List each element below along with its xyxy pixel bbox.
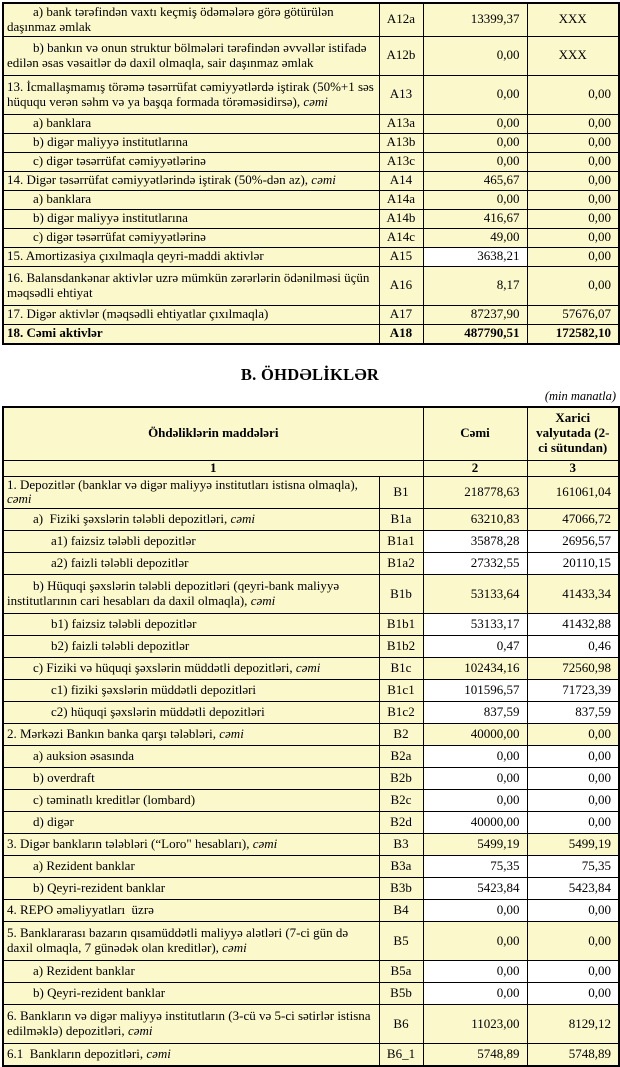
item-code-cell: B2: [379, 724, 423, 746]
total-value-cell: 8,17: [423, 266, 527, 305]
item-code-cell: B6: [379, 1005, 423, 1044]
total-value-cell: 0,47: [423, 636, 527, 658]
item-label-text: a1) faizsiz tələbli depozitlər: [51, 533, 196, 548]
row-B2a: [3, 746, 619, 768]
foreign-currency-value-cell: 0,00: [527, 228, 619, 247]
col-header-foreign: Xarici valyutada (2-ci sütundan): [527, 407, 619, 461]
foreign-currency-value-cell: 0,00: [527, 75, 619, 114]
item-code-cell: B1a1: [379, 531, 423, 553]
item-code-cell: A13c: [379, 152, 423, 171]
item-label-text: 6.1 Bankların depozitləri,: [7, 1046, 146, 1061]
total-value-cell: 5423,84: [423, 878, 527, 900]
total-value-cell: 53133,17: [423, 614, 527, 636]
item-label-text: a) banklara: [33, 191, 91, 206]
foreign-currency-value-cell: 5499,19: [527, 834, 619, 856]
row-B1c: [3, 658, 619, 680]
row-A17: [3, 305, 619, 324]
liabilities-header-row: [3, 407, 619, 461]
total-value-cell: 35878,28: [423, 531, 527, 553]
item-label-text: c) digər təsərrüfat cəmiyyətlərinə: [33, 153, 206, 168]
item-label: [3, 75, 379, 114]
column-number-row: [3, 460, 619, 476]
item-label: [3, 36, 379, 75]
item-label: [3, 658, 379, 680]
foreign-currency-value-cell: 0,00: [527, 768, 619, 790]
foreign-currency-value-cell: 71723,39: [527, 680, 619, 702]
item-label: [3, 266, 379, 305]
total-value-cell: 0,00: [423, 114, 527, 133]
row-A12b: [3, 36, 619, 75]
row-B2: [3, 724, 619, 746]
item-label: [3, 3, 379, 36]
row-B1a: [3, 509, 619, 531]
item-label-text: b) Hüquqi şəxslərin tələbli depozitləri (qeyri-bank maliyyə institutlarının cari hesabları da daxil olmaqla),: [7, 578, 339, 608]
item-label-text: d) digər: [33, 814, 74, 829]
item-code-cell: B1: [379, 476, 423, 509]
row-B5: [3, 922, 619, 961]
item-code-cell: B1a: [379, 509, 423, 531]
row-B1b1: [3, 614, 619, 636]
foreign-currency-value-cell: 0,00: [527, 171, 619, 190]
item-label: [3, 922, 379, 961]
item-label: [3, 324, 379, 344]
row-B1a1: [3, 531, 619, 553]
item-label-text: 2. Mərkəzi Bankın banka qarşı tələbləri,: [7, 726, 219, 741]
item-label-italic-suffix: cəmi: [230, 511, 255, 526]
foreign-currency-value-cell: 0,00: [527, 812, 619, 834]
item-label: [3, 152, 379, 171]
row-B4: [3, 900, 619, 922]
total-value-cell: 0,00: [423, 768, 527, 790]
row-B1b: [3, 575, 619, 614]
total-value-cell: 465,67: [423, 171, 527, 190]
item-label-text: a) Rezident banklar: [33, 858, 135, 873]
foreign-currency-value-cell: 47066,72: [527, 509, 619, 531]
item-code-cell: B1c1: [379, 680, 423, 702]
total-value-cell: 0,00: [423, 75, 527, 114]
row-A14c: [3, 228, 619, 247]
total-value-cell: 49,00: [423, 228, 527, 247]
total-value-cell: 13399,37: [423, 3, 527, 36]
item-label-italic-suffix: cəmi: [7, 491, 32, 506]
total-value-cell: 53133,64: [423, 575, 527, 614]
item-label-text: c1) fiziki şəxslərin müddətli depozitləri: [51, 682, 256, 697]
item-label-italic-suffix: cəmi: [146, 1046, 171, 1061]
foreign-currency-value-cell: 41433,34: [527, 575, 619, 614]
assets-table-continuation: [2, 2, 620, 345]
foreign-currency-value-cell: 161061,04: [527, 476, 619, 509]
total-value-cell: 0,00: [423, 790, 527, 812]
row-A14: [3, 171, 619, 190]
item-code-cell: A17: [379, 305, 423, 324]
row-A13c: [3, 152, 619, 171]
item-label-text: 4. REPO əməliyyatları üzrə: [7, 902, 154, 917]
foreign-currency-value-cell: 0,46: [527, 636, 619, 658]
item-label-italic-suffix: cəmi: [222, 940, 247, 955]
item-label: [3, 856, 379, 878]
item-label: [3, 614, 379, 636]
item-code-cell: B2b: [379, 768, 423, 790]
total-value-cell: 5499,19: [423, 834, 527, 856]
total-value-cell: 0,00: [423, 746, 527, 768]
item-code-cell: A12b: [379, 36, 423, 75]
item-label-text: b) bankın və onun struktur bölmələri tərəfindən əvvəllər istifadə edilən əsas vəsaitlər də daxil olmaqla, sair daşınmaz əmlak: [7, 40, 367, 70]
item-label-text: 6. Bankların və digər maliyyə institutların (3-cü və 5-ci sətirlər istisna edilməklə) depozitləri,: [7, 1008, 371, 1038]
item-label: [3, 247, 379, 266]
total-value-cell: 102434,16: [423, 658, 527, 680]
item-label-text: 5. Banklararası bazarın qısamüddətli maliyyə alətləri (7-ci gün də daxil olmaqla, 7 günədək olan kreditlər),: [7, 925, 348, 955]
total-value-cell: 487790,51: [423, 324, 527, 344]
row-A18: [3, 324, 619, 344]
item-label-text: b) digər maliyyə institutlarına: [33, 210, 188, 225]
column-number-1: 1: [3, 460, 423, 476]
item-label-text: a) Rezident banklar: [33, 963, 135, 978]
item-label-italic-suffix: cəmi: [253, 836, 278, 851]
item-label: [3, 575, 379, 614]
column-number-2: 2: [423, 460, 527, 476]
item-label-italic-suffix: cəmi: [296, 660, 321, 675]
item-label-text: 17. Digər aktivlər (məqsədli ehtiyatlar çıxılmaqla): [7, 306, 268, 321]
item-label-text: 14. Digər təsərrüfat cəmiyyətlərində iştirak (50%-dən az),: [7, 172, 311, 187]
row-A14b: [3, 209, 619, 228]
item-label: [3, 1044, 379, 1067]
row-B5b: [3, 983, 619, 1005]
item-label-text: b2) faizli tələbli depozitlər: [51, 638, 189, 653]
column-number-3: 3: [527, 460, 619, 476]
item-label: [3, 768, 379, 790]
total-value-cell: 40000,00: [423, 812, 527, 834]
item-label-text: c2) hüquqi şəxslərin müddətli depozitləri: [51, 704, 265, 719]
foreign-currency-value-cell: 41432,88: [527, 614, 619, 636]
total-value-cell: 63210,83: [423, 509, 527, 531]
item-code-cell: B4: [379, 900, 423, 922]
item-label-text: a) Fiziki şəxslərin tələbli depozitləri,: [33, 511, 230, 526]
item-code-cell: B1c2: [379, 702, 423, 724]
item-label-text: b) overdraft: [33, 770, 95, 785]
item-label: [3, 1005, 379, 1044]
total-value-cell: 75,35: [423, 856, 527, 878]
item-code-cell: A14c: [379, 228, 423, 247]
foreign-currency-value-cell: 0,00: [527, 190, 619, 209]
item-label-text: 13. İcmallaşmamış törəmə təsərrüfat cəmiyyətlərdə iştirak (50%+1 səs hüququ verən səhm və ya başqa formada törəməsidirsə),: [7, 79, 374, 109]
unit-note: (min manatla): [0, 389, 616, 404]
item-label-italic-suffix: cəmi: [311, 172, 336, 187]
item-label-text: 1. Depozitlər (banklar və digər maliyyə institutları istisna olmaqla),: [7, 477, 358, 492]
foreign-currency-value-cell: 5748,89: [527, 1044, 619, 1067]
foreign-currency-value-cell: 0,00: [527, 209, 619, 228]
item-label-text: c) Fiziki və hüquqi şəxslərin müddətli depozitləri,: [33, 660, 296, 675]
item-label-text: b) Qeyri-rezident banklar: [33, 985, 165, 1000]
total-value-cell: 0,00: [423, 152, 527, 171]
item-label-text: b) digər maliyyə institutlarına: [33, 134, 188, 149]
row-B2c: [3, 790, 619, 812]
total-value-cell: 11023,00: [423, 1005, 527, 1044]
foreign-currency-value-cell: 172582,10: [527, 324, 619, 344]
foreign-currency-value-cell: 72560,98: [527, 658, 619, 680]
row-B1c1: [3, 680, 619, 702]
foreign-currency-value-cell: 0,00: [527, 724, 619, 746]
foreign-currency-value-cell: 0,00: [527, 266, 619, 305]
item-code-cell: A14a: [379, 190, 423, 209]
row-A16: [3, 266, 619, 305]
row-A13: [3, 75, 619, 114]
item-label: [3, 680, 379, 702]
item-code-cell: A14: [379, 171, 423, 190]
item-label-text: b1) faizsiz tələbli depozitlər: [51, 616, 196, 631]
item-label: [3, 702, 379, 724]
col-header-total: Cəmi: [423, 407, 527, 461]
row-B1b2: [3, 636, 619, 658]
item-label-text: 15. Amortizasiya çıxılmaqla qeyri-maddi aktivlər: [7, 248, 264, 263]
item-code-cell: A15: [379, 247, 423, 266]
total-value-cell: 0,00: [423, 133, 527, 152]
item-label-text: 3. Digər bankların tələbləri (“Loro" hesabları),: [7, 836, 253, 851]
row-B1a2: [3, 553, 619, 575]
item-code-cell: B2d: [379, 812, 423, 834]
row-A14a: [3, 190, 619, 209]
foreign-currency-value-cell: 26956,57: [527, 531, 619, 553]
item-label: [3, 636, 379, 658]
item-label: [3, 724, 379, 746]
item-label: [3, 209, 379, 228]
item-label-text: a) auksion əsasında: [33, 748, 134, 763]
foreign-currency-value-cell: 5423,84: [527, 878, 619, 900]
item-label: [3, 190, 379, 209]
foreign-currency-value-cell: 0,00: [527, 983, 619, 1005]
foreign-currency-value-cell: 0,00: [527, 133, 619, 152]
item-code-cell: B1b2: [379, 636, 423, 658]
total-value-cell: 0,00: [423, 983, 527, 1005]
total-value-cell: 27332,55: [423, 553, 527, 575]
foreign-currency-value-cell: 0,00: [527, 790, 619, 812]
section-b-heading: B. ÖHDƏLİKLƏR: [0, 365, 620, 385]
item-code-cell: B5b: [379, 983, 423, 1005]
row-A15: [3, 247, 619, 266]
row-B6_1: [3, 1044, 619, 1067]
item-label-text: b) Qeyri-rezident banklar: [33, 880, 165, 895]
item-code-cell: B3: [379, 834, 423, 856]
total-value-cell: 218778,63: [423, 476, 527, 509]
foreign-currency-value-cell: 837,59: [527, 702, 619, 724]
item-code-cell: B1c: [379, 658, 423, 680]
total-value-cell: 40000,00: [423, 724, 527, 746]
row-B1: [3, 476, 619, 509]
item-code-cell: B2c: [379, 790, 423, 812]
total-value-cell: 0,00: [423, 961, 527, 983]
total-value-cell: 101596,57: [423, 680, 527, 702]
row-B3a: [3, 856, 619, 878]
item-code-cell: B3b: [379, 878, 423, 900]
item-code-cell: A13a: [379, 114, 423, 133]
item-label-text: c) digər təsərrüfat cəmiyyətlərinə: [33, 229, 206, 244]
foreign-currency-value-cell: 8129,12: [527, 1005, 619, 1044]
row-B5a: [3, 961, 619, 983]
liabilities-table: [2, 406, 620, 1067]
total-value-cell: 0,00: [423, 36, 527, 75]
row-B3: [3, 834, 619, 856]
item-code-cell: B2a: [379, 746, 423, 768]
item-label: [3, 961, 379, 983]
item-label: [3, 509, 379, 531]
row-B2b: [3, 768, 619, 790]
item-label: [3, 834, 379, 856]
item-code-cell: B1b: [379, 575, 423, 614]
item-label: [3, 790, 379, 812]
item-label-text: 18. Cəmi aktivlər: [7, 325, 103, 340]
item-label: [3, 171, 379, 190]
item-label-italic-suffix: cəmi: [128, 1023, 153, 1038]
item-code-cell: A16: [379, 266, 423, 305]
item-code-cell: B3a: [379, 856, 423, 878]
row-B2d: [3, 812, 619, 834]
row-B1c2: [3, 702, 619, 724]
item-label: [3, 553, 379, 575]
item-code-cell: B1b1: [379, 614, 423, 636]
foreign-currency-value-cell: XXX: [527, 36, 619, 75]
item-label: [3, 746, 379, 768]
item-code-cell: A12a: [379, 3, 423, 36]
item-code-cell: A13: [379, 75, 423, 114]
row-A12a: [3, 3, 619, 36]
item-label: [3, 812, 379, 834]
col-header-items: Öhdəliklərin maddələri: [3, 407, 423, 461]
total-value-cell: 0,00: [423, 190, 527, 209]
item-label: [3, 900, 379, 922]
foreign-currency-value-cell: 0,00: [527, 114, 619, 133]
foreign-currency-value-cell: XXX: [527, 3, 619, 36]
row-A13a: [3, 114, 619, 133]
item-code-cell: B5: [379, 922, 423, 961]
foreign-currency-value-cell: 0,00: [527, 152, 619, 171]
item-label: [3, 228, 379, 247]
item-code-cell: B6_1: [379, 1044, 423, 1067]
item-label-italic-suffix: cəmi: [303, 94, 328, 109]
item-label: [3, 114, 379, 133]
foreign-currency-value-cell: 0,00: [527, 961, 619, 983]
total-value-cell: 0,00: [423, 900, 527, 922]
item-label: [3, 133, 379, 152]
total-value-cell: 3638,21: [423, 247, 527, 266]
item-label-text: a) banklara: [33, 115, 91, 130]
item-label-text: c) təminatlı kreditlər (lombard): [33, 792, 195, 807]
item-code-cell: A13b: [379, 133, 423, 152]
foreign-currency-value-cell: 0,00: [527, 900, 619, 922]
row-B3b: [3, 878, 619, 900]
total-value-cell: 0,00: [423, 922, 527, 961]
item-code-cell: A14b: [379, 209, 423, 228]
item-label: [3, 983, 379, 1005]
foreign-currency-value-cell: 75,35: [527, 856, 619, 878]
item-label-text: a) bank tərəfindən vaxtı keçmiş ödəmələrə görə götürülən daşınmaz əmlak: [7, 4, 334, 34]
row-B6: [3, 1005, 619, 1044]
item-code-cell: B1a2: [379, 553, 423, 575]
foreign-currency-value-cell: 0,00: [527, 746, 619, 768]
item-label: [3, 531, 379, 553]
foreign-currency-value-cell: 20110,15: [527, 553, 619, 575]
item-label: [3, 878, 379, 900]
item-label-text: 16. Balansdankənar aktivlər uzrə mümkün zərərlərin ödənilməsi üçün məqsədli ehtiyat: [7, 270, 369, 300]
total-value-cell: 87237,90: [423, 305, 527, 324]
total-value-cell: 5748,89: [423, 1044, 527, 1067]
item-label-italic-suffix: cəmi: [219, 726, 244, 741]
item-label-text: a2) faizli tələbli depozitlər: [51, 555, 189, 570]
foreign-currency-value-cell: 57676,07: [527, 305, 619, 324]
item-label: [3, 305, 379, 324]
item-label: [3, 476, 379, 509]
item-code-cell: B5a: [379, 961, 423, 983]
row-A13b: [3, 133, 619, 152]
foreign-currency-value-cell: 0,00: [527, 922, 619, 961]
total-value-cell: 416,67: [423, 209, 527, 228]
foreign-currency-value-cell: 0,00: [527, 247, 619, 266]
item-label-italic-suffix: cəmi: [251, 593, 276, 608]
item-code-cell: A18: [379, 324, 423, 344]
total-value-cell: 837,59: [423, 702, 527, 724]
